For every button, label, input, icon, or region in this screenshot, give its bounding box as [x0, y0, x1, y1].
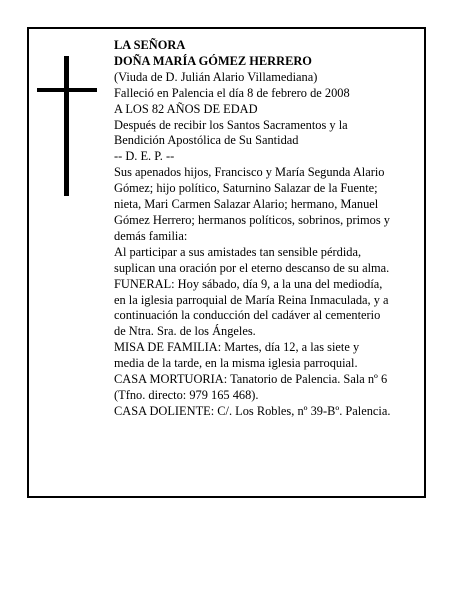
- funeral-line-4: de Ntra. Sra. de los Ángeles.: [114, 324, 256, 339]
- family-line-4: Gómez Herrero; hermanos políticos, sobrinos, primos y: [114, 212, 390, 227]
- heading-title: LA SEÑORA: [114, 38, 186, 52]
- age-line: A LOS 82 AÑOS DE EDAD: [114, 101, 258, 116]
- sacraments-line-1: Después de recibir los Santos Sacramentos y la: [114, 117, 348, 132]
- death-date-line: Falleció en Palencia el día 8 de febrero de 2008: [114, 85, 350, 100]
- family-line-3: nieta, Mari Carmen Salazar Alario; hermano, Manuel: [114, 197, 379, 212]
- family-line-5: demás familia:: [114, 228, 188, 243]
- family-line-2: Gómez; hijo político, Saturnino Salazar de la Fuente;: [114, 181, 378, 196]
- obituary-text: [114, 38, 419, 420]
- cross-vertical-bar: [64, 56, 69, 196]
- funeral-line-3: continuación la conducción del cadáver al cementerio: [114, 308, 381, 323]
- family-mass-line-1: MISA DE FAMILIA: Martes, día 12, a las siete y: [114, 340, 360, 355]
- announcement-line-2: suplican una oración por el eterno descanso de su alma.: [114, 260, 390, 275]
- sacraments-line-2: Bendición Apostólica de Su Santidad: [114, 133, 299, 148]
- funeral-line-2: en la iglesia parroquial de María Reina Inmaculada, y a: [114, 292, 389, 307]
- cross-icon: [37, 56, 97, 196]
- mourning-house-line: CASA DOLIENTE: C/. Los Robles, nº 39-Bº. Palencia.: [114, 403, 391, 418]
- funeral-line-1: FUNERAL: Hoy sábado, día 9, a la una del mediodía,: [114, 276, 383, 291]
- widow-of-line: (Viuda de D. Julián Alario Villamediana): [114, 69, 318, 84]
- mortuary-line-2: (Tfno. directo: 979 165 468).: [114, 387, 259, 402]
- cross-horizontal-bar: [37, 88, 97, 92]
- mortuary-line-1: CASA MORTUORIA: Tanatorio de Palencia. Sala nº 6: [114, 372, 388, 387]
- family-mass-line-2: media de la tarde, en la misma iglesia parroquial.: [114, 356, 358, 371]
- deceased-name: DOÑA MARÍA GÓMEZ HERRERO: [114, 53, 312, 68]
- rip-line: -- D. E. P. --: [114, 149, 175, 164]
- family-line-1: Sus apenados hijos, Francisco y María Segunda Alario: [114, 165, 385, 180]
- announcement-line-1: Al participar a sus amistades tan sensible pérdida,: [114, 244, 362, 259]
